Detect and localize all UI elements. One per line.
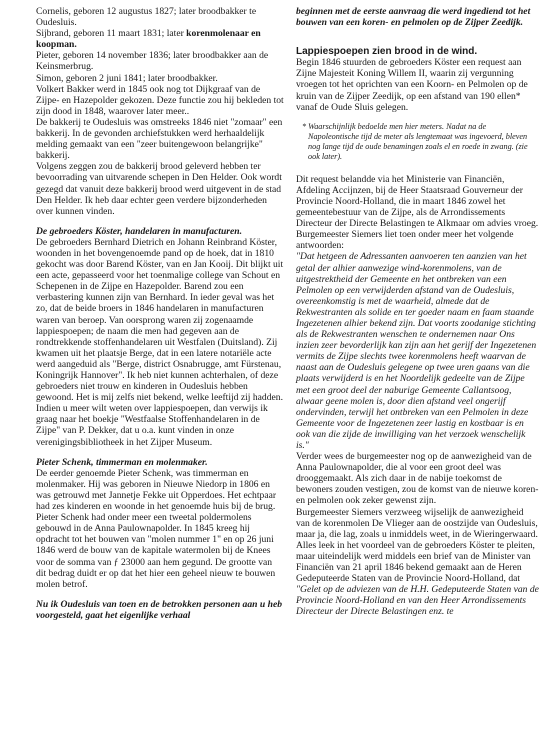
child-cornelis: Cornelis, geboren 12 augustus 1827; later broodbakker te Oudesluis.	[36, 6, 257, 29]
heading-lappiespoepen: Lappiespoepen zien brood in de wind.	[296, 46, 478, 58]
paragraph-koster: De gebroeders Bernhard Dietrich en Johann Reinbrand Köster, woonden in het bovengenoemde pand op de hoek, dat in 1810 gekocht was door Barend Köster, van en Jan Kooij. Dit blijkt uit een acte, gepasseerd voor het toenmalige college van Schout en Schepenen in de Zijpe en Hazepolder. Barend zou een verbastering kunnen zijn van Bernhard. In ieder geval was het zo, dat de beide broers in 1846 handelaren in manufacturen waren van beroep. Van oorsprong waren zij zogenaamde lappiespoepen; de naam die men had gegeven aan de rondtrekkende stoffenhandelaren uit Westfalen (Duitsland). Zij kwamen uit het plaatsje Berge, dat in een latere notariële acte werd aangeduid als "Berge, district Osnabrugge, amt Fürstenau, Koningrijk Hannover". Ik heb niet kunnen achterhalen, of deze gebroeders niet trouw en kinderen in Oudesluis hebben gewoond. Het is mij zelfs niet bekend, welke leeftijd zij hadden.	[36, 236, 284, 404]
child-sijbrand: Sijbrand, geboren 11 maart 1831; later korenmolenaar en koopman.	[36, 28, 261, 51]
quote-siemers: "Dat hetgeen de Adressanten aanvoeren ten aanzien van het getal der alhier aanwezige wind-korenmolens, van de uitgestrektheid der Gemeente en het ontbreken van een Pelmolen op een verwijderden afstand van de Oudesluis, overeenkomstig is met de waarheid, almede dat de Rekwestranten als solide en ter goeder naam en faam staande Ingezetenen alhier bekend zijn. Dat voorts zoodanige stichting als de Rekwestranten wenschen te ondernemen naar Ons inzien zeer bevorderlijk kan zijn aan het gerijf der Ingezetenen vermits de Zijpe slechts twee korenmolens heeft waarvan de naast aan de Oudesluis gelegene op twee uren gaans van die plaats verwijderd is en het Noordelijk gedeelte van de Zijpe met een groot deel der naburige Gemeente Callantsoog, alwaar geene molen is, door dien afstand veel ongerijf ondervinden, terwijl het ontbreken van een Pelmolen in deze Gemeente voor de Ingezetenen zeer lastig en kostbaar is en ook van die zijde de inwilliging van het verzoek wenschelijk is."	[296, 251, 537, 451]
footnote-ellen: * Waarschijnlijk bedoelde men hier meters. Nadat na de Napoleontische tijd de meter als lengtemaat was ingevoerd, bleven nog lange tijd de oude benamingen zoals el en roede in zwang. (zie ook later).	[302, 121, 528, 161]
quote-minister: "Gelet op de adviezen van de H.H. Gedeputeerde Staten van de Provincie Noord-Holland en van den Heer Arrondissements Directeur der Directe Belastingen enz. te	[296, 584, 539, 618]
paragraph-bakkerij: De bakkerij te Oudesluis was omstreeks 1846 niet "zomaar" een bakkerij. In de gevonden archiefstukken werd herhaaldelijk melding gemaakt van een "zeer buitengewoon belangrijke" bakkerij.	[36, 116, 283, 162]
child-simon: Simon, geboren 2 juni 1841; later broodbakker.	[36, 72, 218, 84]
paragraph-request: Begin 1846 stuurden de gebroeders Köster een request aan Zijne Majesteit Koning Willem II, waarin zij vergunning vroegen tot het oprichten van een Koorn- en Pelmolen op de kruin van de Zijper Zeedijk, op een afstand van 190 ellen* vanaf de Oude Sluis gelegen.	[296, 57, 528, 113]
paragraph-siemers-intro: Burgemeester Siemers liet toen onder meer het volgende antwoorden:	[296, 229, 514, 252]
child-pieter: Pieter, geboren 14 november 1836; later broodbakker aan de Keinsmerbrug.	[36, 50, 269, 73]
paragraph-anna-paulowna: Verder wees de burgemeester nog op de aanwezigheid van de Anna Paulownapolder, die al voor een groot deel was drooggemaakt. Als zich daar in de nabije toekomst de bewoners zouden vestigen, zou de komst van de nieuwe koren- en pelmolen ook zeker gewenst zijn.	[296, 451, 539, 507]
paragraph-transition: Nu ik Oudesluis van toen en de betrokken personen aan u heb voorgesteld, gaat het eigenlijke verhaal	[36, 598, 282, 621]
sijbrand-occupation: korenmolenaar en koopman.	[36, 28, 261, 51]
heading-gebroeders-koster: De gebroeders Köster, handelaren in manufacturen.	[36, 225, 243, 237]
paragraph-dijkgraaf: Volkert Bakker werd in 1845 ook nog tot Dijkgraaf van de Zijpe- en Hazepolder gekozen. Deze functie zou hij bekleden tot zijn dood in 1848, waarover later meer..	[36, 83, 284, 117]
left-column	[36, 6, 284, 621]
paragraph-den-helder: Volgens zeggen zou de bakkerij brood geleverd hebben ter bevoorrading van uitvarende schepen in Den Helder. Ook wordt gezegd dat vanuit deze bakkerij brood werd uitgevent in de stad Den Helder. Ik heb daar echter geen verdere bijzonderheden over kunnen vinden.	[36, 161, 282, 217]
paragraph-lappiespoepen-boek: Indien u meer wilt weten over lappiespoepen, dan verwijs ik graag naar het boekje "Westfaalse Stoffenhandelaren in de Zijpe" van P. Dekker, dat u o.a. kunt vinden in onze verenigingsbibliotheek in het Zijper Museum.	[36, 403, 268, 448]
right-column	[296, 6, 539, 618]
paragraph-schenk: De eerder genoemde Pieter Schenk, was timmerman en molenmaker. Hij was geboren in Nieuwe Niedorp in 1806 en was getrouwd met Jannetje Fekke uit Opperdoes. Het echtpaar had zes kinderen en woonde in het genoemde huis bij de brug. Pieter Schenk had onder meer een tweetal poldermolens gebouwd in de Anna Paulownapolder. In 1845 kreeg hij opdracht tot het bouwen van "molen nummer 1" en op 26 juni 1846 werd de bouw van de kapitale watermolen bij de Knees voor de somma van ƒ 23000 aan hem gegund. De grootte van dit bedrag duidt er op dat het hier een geheel nieuw te bouwen molen betrof.	[36, 467, 277, 590]
heading-pieter-schenk: Pieter Schenk, timmerman en molenmaker.	[36, 456, 208, 468]
paragraph-minister: Alles leek in het voordeel van de gebroeders Köster te pleiten, maar uiteindelijk werd middels een brief van de Minister van Financiën van 21 april 1846 bekend gemaakt aan de Heren Gedeputeerde Staten van de Provincie Noord-Holland, dat "Gelet op de adviezen van de H.H. Gedeputeerde Staten van de Provincie Noord-Holland en van den Heer Arrondissements Directeur der Directe Belastingen enz. te	[296, 539, 539, 618]
paragraph-ministerie: Dit request belandde via het Ministerie van Financiën, Afdeling Accijnzen, bij de Heer Staatsraad Gouverneur der Provincie Noord-Holland, die in maart 1846 zowel het gemeentebestuur van de Zijpe, als de Arrondissements Directeur der Directe Belastingen te Alkmaar om advies vroeg.	[296, 173, 539, 230]
paragraph-de-vlieger: Burgemeester Siemers verzweeg wijselijk de aanwezigheid van de korenmolen De Vlieger aan de oostzijde van Oudesluis, maar ja, die lag, zoals u inmiddels weet, in de Wieringerwaard.	[296, 506, 538, 540]
paragraph-transition-cont: beginnen met de eerste aanvraag die werd ingediend tot het bouwen van een koren- en pelmolen op de Zijper Zeedijk.	[296, 6, 531, 29]
